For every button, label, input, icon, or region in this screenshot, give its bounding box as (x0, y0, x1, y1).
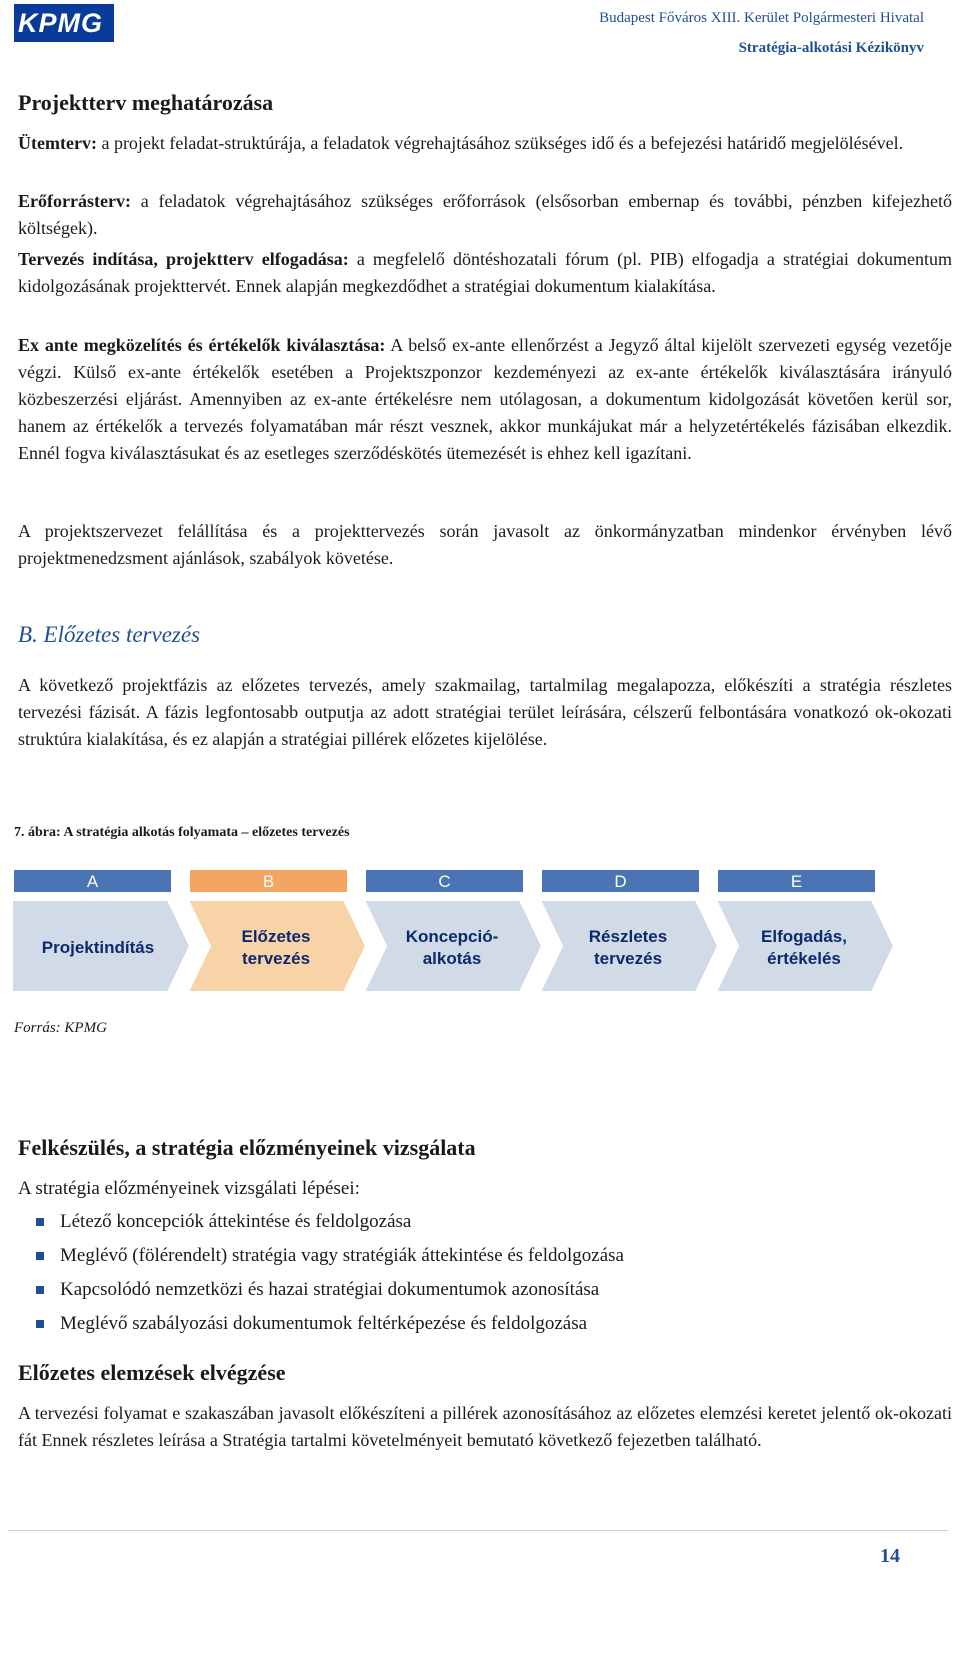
phase-label-c-line1: Koncepció- (405, 927, 499, 946)
paragraph-utemterv: Ütemterv: a projekt feladat-struktúrája, a feladatok végrehajtásához szükséges idő és a befejezési határidő megjelölésével. (18, 133, 904, 153)
phase-label-d-line1: Részletes (588, 927, 668, 946)
list-item: Meglévő szabályozási dokumentumok feltérképezése és feldolgozása (18, 1307, 938, 1341)
list-item: Meglévő (fölérendelt) stratégia vagy stratégiák áttekintése és feldolgozása (18, 1239, 938, 1273)
header-organization: Budapest Főváros XIII. Kerület Polgármesteri Hivatal (599, 10, 924, 26)
bullet-square-icon (36, 1218, 44, 1226)
section-title-projektterv: Projektterv meghatározása (18, 90, 274, 115)
phase-letter-d: D (614, 872, 627, 891)
paragraph-elozetes-tervezes: A következő projektfázis az előzetes tervezés, amely szakmailag, tartalmilag megalapozza, előkészíti a stratégia részletes tervezési fázisát. A fázis legfontosabb outputja az adott stratégiai terület leírására, célszerű felbontására vonatkozó ok-okozati struktúra kialakítása, és ez alapján a stratégiai pillérek előzetes kijelölése. (18, 675, 952, 749)
section-title-elozetes-tervezes: B. Előzetes tervezés (18, 622, 201, 647)
phase-label-c-line2: alkotás (422, 949, 482, 968)
phase-letter-b: B (262, 872, 275, 891)
section-title-felkeszules: Felkészülés, a stratégia előzményeinek vizsgálata (18, 1135, 476, 1160)
figure-source: Forrás: KPMG (14, 1020, 107, 1036)
kpmg-logo: KPMG (14, 4, 114, 42)
phase-letter-e: E (790, 872, 803, 891)
phase-letter-a: A (86, 872, 99, 891)
phase-chevron-e (716, 900, 894, 992)
bullet-square-icon (36, 1320, 44, 1328)
paragraph-vizsgalati-lepesek: A stratégia előzményeinek vizsgálati lépései: (18, 1178, 360, 1199)
phase-chevron-c (364, 900, 542, 992)
section-title-elozetes-elemzesek: Előzetes elemzések elvégzése (18, 1360, 286, 1385)
phase-label-a: Projektindítás (41, 938, 155, 957)
paragraph-elozetes-elemzesek: A tervezési folyamat e szakaszában javasolt előkészíteni a pillérek azonosításához az előzetes elemzési keretet jelentő ok-okozati fát Ennek részletes leírása a Stratégia tartalmi követelményeit bemutató következő fejezetben található. (18, 1403, 952, 1450)
header-document-title: Stratégia-alkotási Kézikönyv (738, 40, 924, 56)
figure-caption: 7. ábra: A stratégia alkotás folyamata – előzetes tervezés (14, 825, 350, 840)
bullet-square-icon (36, 1252, 44, 1260)
paragraph-tervezes-inditasa: Tervezés indítása, projektterv elfogadása: a megfelelő döntéshozatali fórum (pl. PIB) elfogadja a stratégiai dokumentum kidolgozásának projekttervét. Ennek alapján megkezdődhet a stratégiai dokumentum kialakítása. (18, 249, 953, 296)
bullet-square-icon (36, 1286, 44, 1294)
footer-divider (8, 1530, 948, 1531)
steps-list (18, 1205, 938, 1341)
paragraph-eroforrasterv: Erőforrásterv: a feladatok végrehajtásához szükséges erőforrások (elsősorban embernap és további, pénzben kifejezhető költségek). (18, 191, 952, 238)
list-item: Létező koncepciók áttekintése és feldolgozása (18, 1205, 938, 1239)
phase-chevron-d (540, 900, 718, 992)
paragraph-projektszervezet: A projektszervezet felállítása és a projekttervezés során javasolt az önkormányzatban mindenkor érvényben lévő projektmenedzsment ajánlások, szabályok követése. (18, 521, 952, 568)
paragraph-ex-ante: Ex ante megközelítés és értékelők kiválasztása: A belső ex-ante ellenőrzést a Jegyző által kijelölt szervezeti egység vezetője végzi. Külső ex-ante értékelők esetében a Projektszponzor kezdeményezi az ex-ante értékelők kiválasztására irányuló közbeszerzési eljárást. Amennyiben az ex-ante értékelésre nem utólagosan, a dokumentum kidolgozását követően kerül sor, hanem az értékelők a tervezés folyamatában már részt vesznek, akkor munkájukat már a helyzetértékelés fázisában elkezdik. Ennél fogva kiválasztásukat és az esetleges szerződéskötés ütemezését is ehhez kell igazítani. (18, 335, 952, 463)
page-number: 14 (880, 1545, 900, 1567)
phase-letter-c: C (438, 872, 451, 891)
process-diagram (0, 860, 960, 1010)
phase-label-e-line2: értékelés (767, 949, 841, 968)
phase-label-b-line1: Előzetes (241, 927, 311, 946)
phase-label-b-line2: tervezés (241, 949, 311, 968)
phase-label-d-line2: tervezés (593, 949, 663, 968)
phase-chevron-b (188, 900, 366, 992)
phase-label-e-line1: Elfogadás, (761, 927, 847, 946)
list-item: Kapcsolódó nemzetközi és hazai stratégiai dokumentumok azonosítása (18, 1273, 938, 1307)
